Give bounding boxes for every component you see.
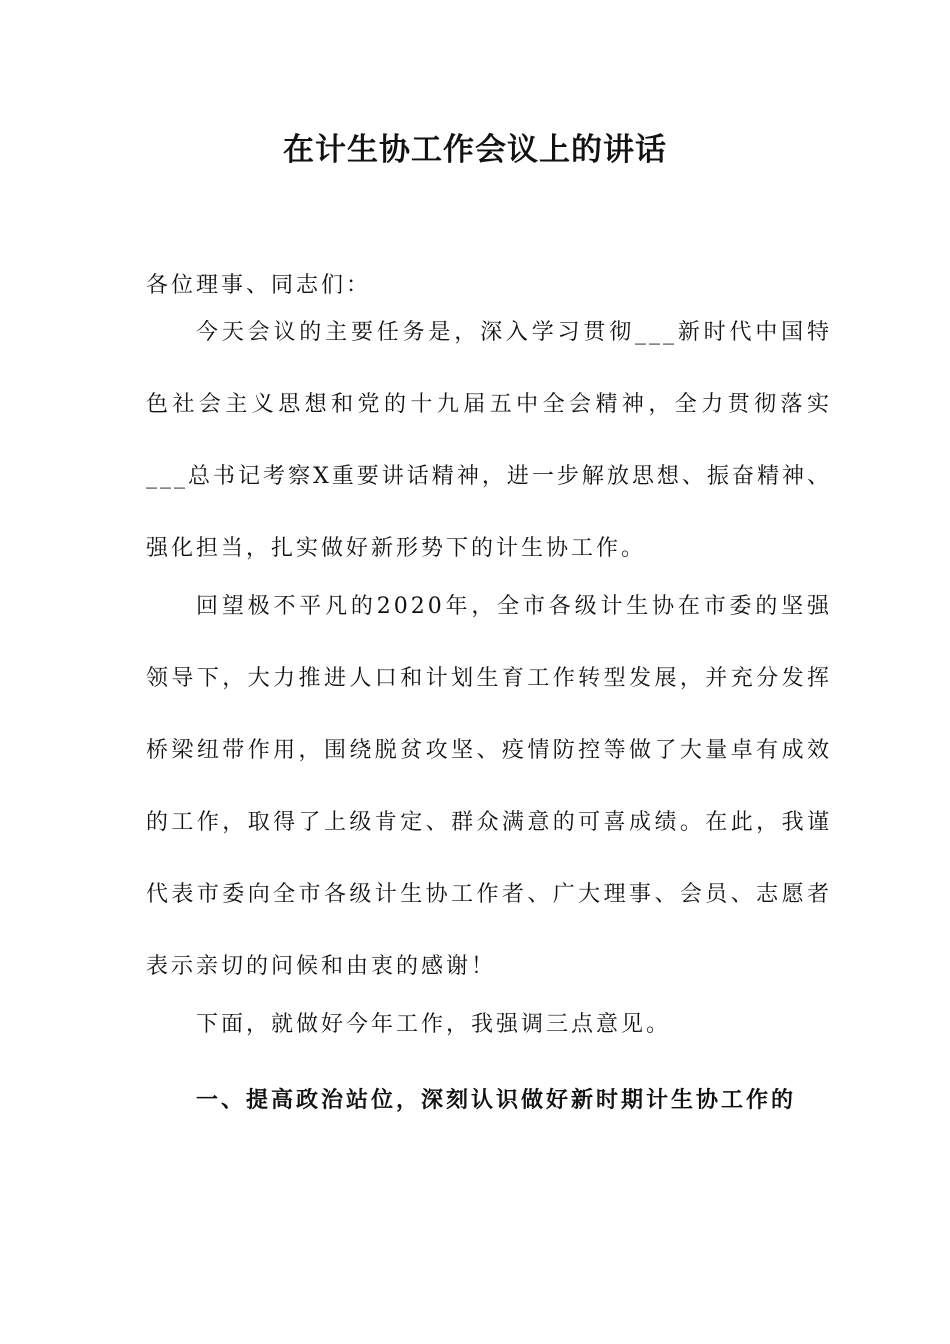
paragraph-2: 回望极不平凡的2020年，全市各级计生协在市委的坚强领导下，大力推进人口和计划生育工作转型发展，并充分发挥桥梁纽带作用，围绕脱贫攻坚、疫情防控等做了大量卓有成效的工作，取得了上级肯定、群众满意的可喜成绩。在此，我谨代表市委向全市各级计生协工作者、广大理事、会员、志愿者表示亲切的问候和由衷的感谢！ [146, 594, 832, 979]
section-heading-1: 一、提高政治站位，深刻认识做好新时期计生协工作的 [196, 1087, 797, 1113]
document-title: 在计生协工作会议上的讲话 [283, 132, 667, 168]
document-body [146, 262, 832, 1124]
paragraph-1: 今天会议的主要任务是，深入学习贯彻___新时代中国特色社会主义思想和党的十九届五中全会精神，全力贯彻落实___总书记考察X重要讲话精神，进一步解放思想、振奋精神、强化担当，扎实做好新形势下的计生协工作。 [146, 320, 832, 561]
salutation: 各位理事、同志们： [146, 273, 372, 298]
paragraph-3: 下面，就做好今年工作，我强调三点意见。 [196, 1012, 672, 1037]
